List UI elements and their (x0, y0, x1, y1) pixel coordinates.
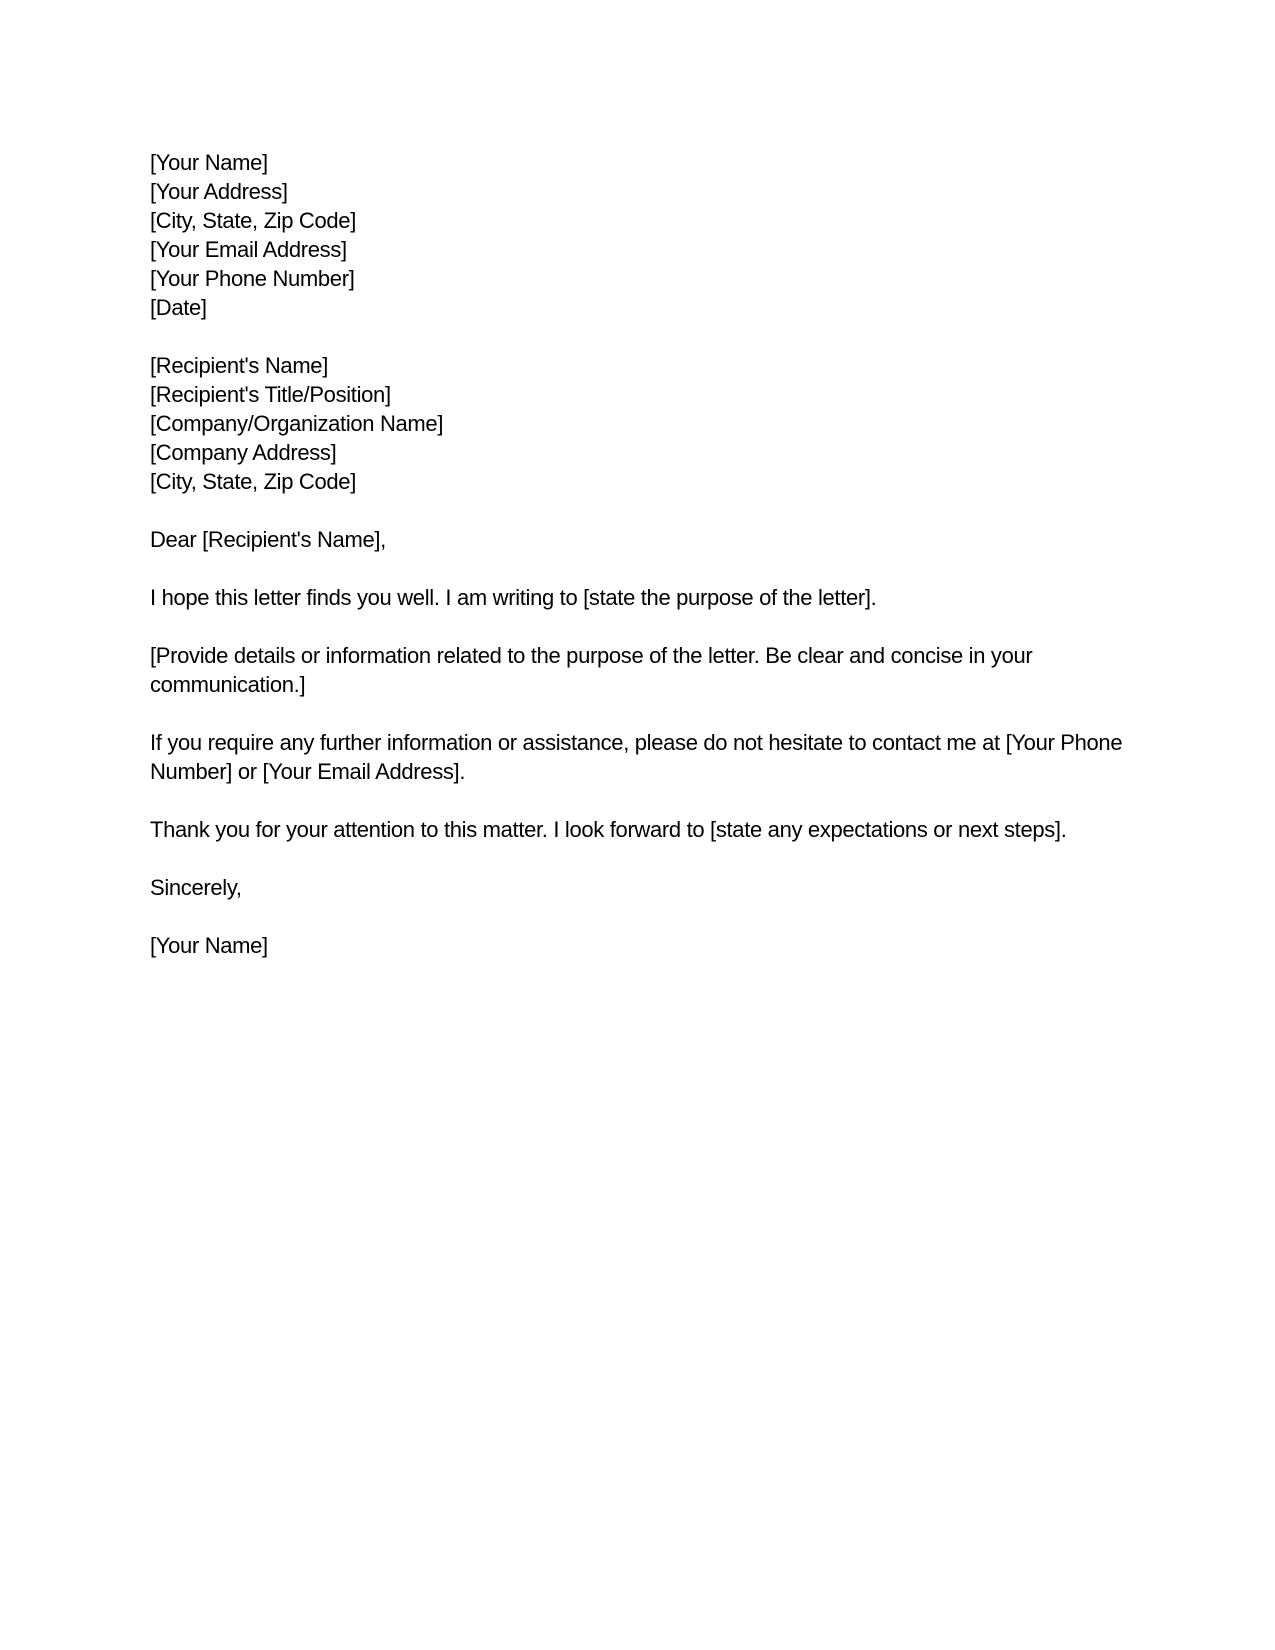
body-paragraph-thanks: Thank you for your attention to this matter. I look forward to [state any expectations or next steps]. (150, 817, 1067, 842)
body-paragraph-contact: If you require any further information or assistance, please do not hesitate to contact me at [Your Phone Number] or [Your Email Address]. (150, 730, 1123, 784)
date-line: [Date] (150, 295, 207, 320)
signature: [Your Name] (150, 933, 268, 958)
body-paragraph-details: [Provide details or information related to the purpose of the letter. Be clear and concise in your communication.] (150, 643, 1033, 697)
recipient-address-block (150, 351, 1130, 496)
recipient-company-address-line: [Company Address] (150, 440, 337, 465)
recipient-city-state-zip-line: [City, State, Zip Code] (150, 469, 356, 494)
recipient-company-line: [Company/Organization Name] (150, 411, 444, 436)
salutation: Dear [Recipient's Name], (150, 527, 386, 552)
sender-name-line: [Your Name] (150, 150, 268, 175)
sender-city-state-zip-line: [City, State, Zip Code] (150, 208, 356, 233)
recipient-name-line: [Recipient's Name] (150, 353, 328, 378)
sender-email-line: [Your Email Address] (150, 237, 347, 262)
sender-address-line: [Your Address] (150, 179, 288, 204)
sender-phone-line: [Your Phone Number] (150, 266, 355, 291)
body-paragraph-opening: I hope this letter finds you well. I am writing to [state the purpose of the letter]. (150, 585, 877, 610)
closing: Sincerely, (150, 875, 242, 900)
recipient-title-line: [Recipient's Title/Position] (150, 382, 391, 407)
sender-address-block (150, 148, 1130, 322)
